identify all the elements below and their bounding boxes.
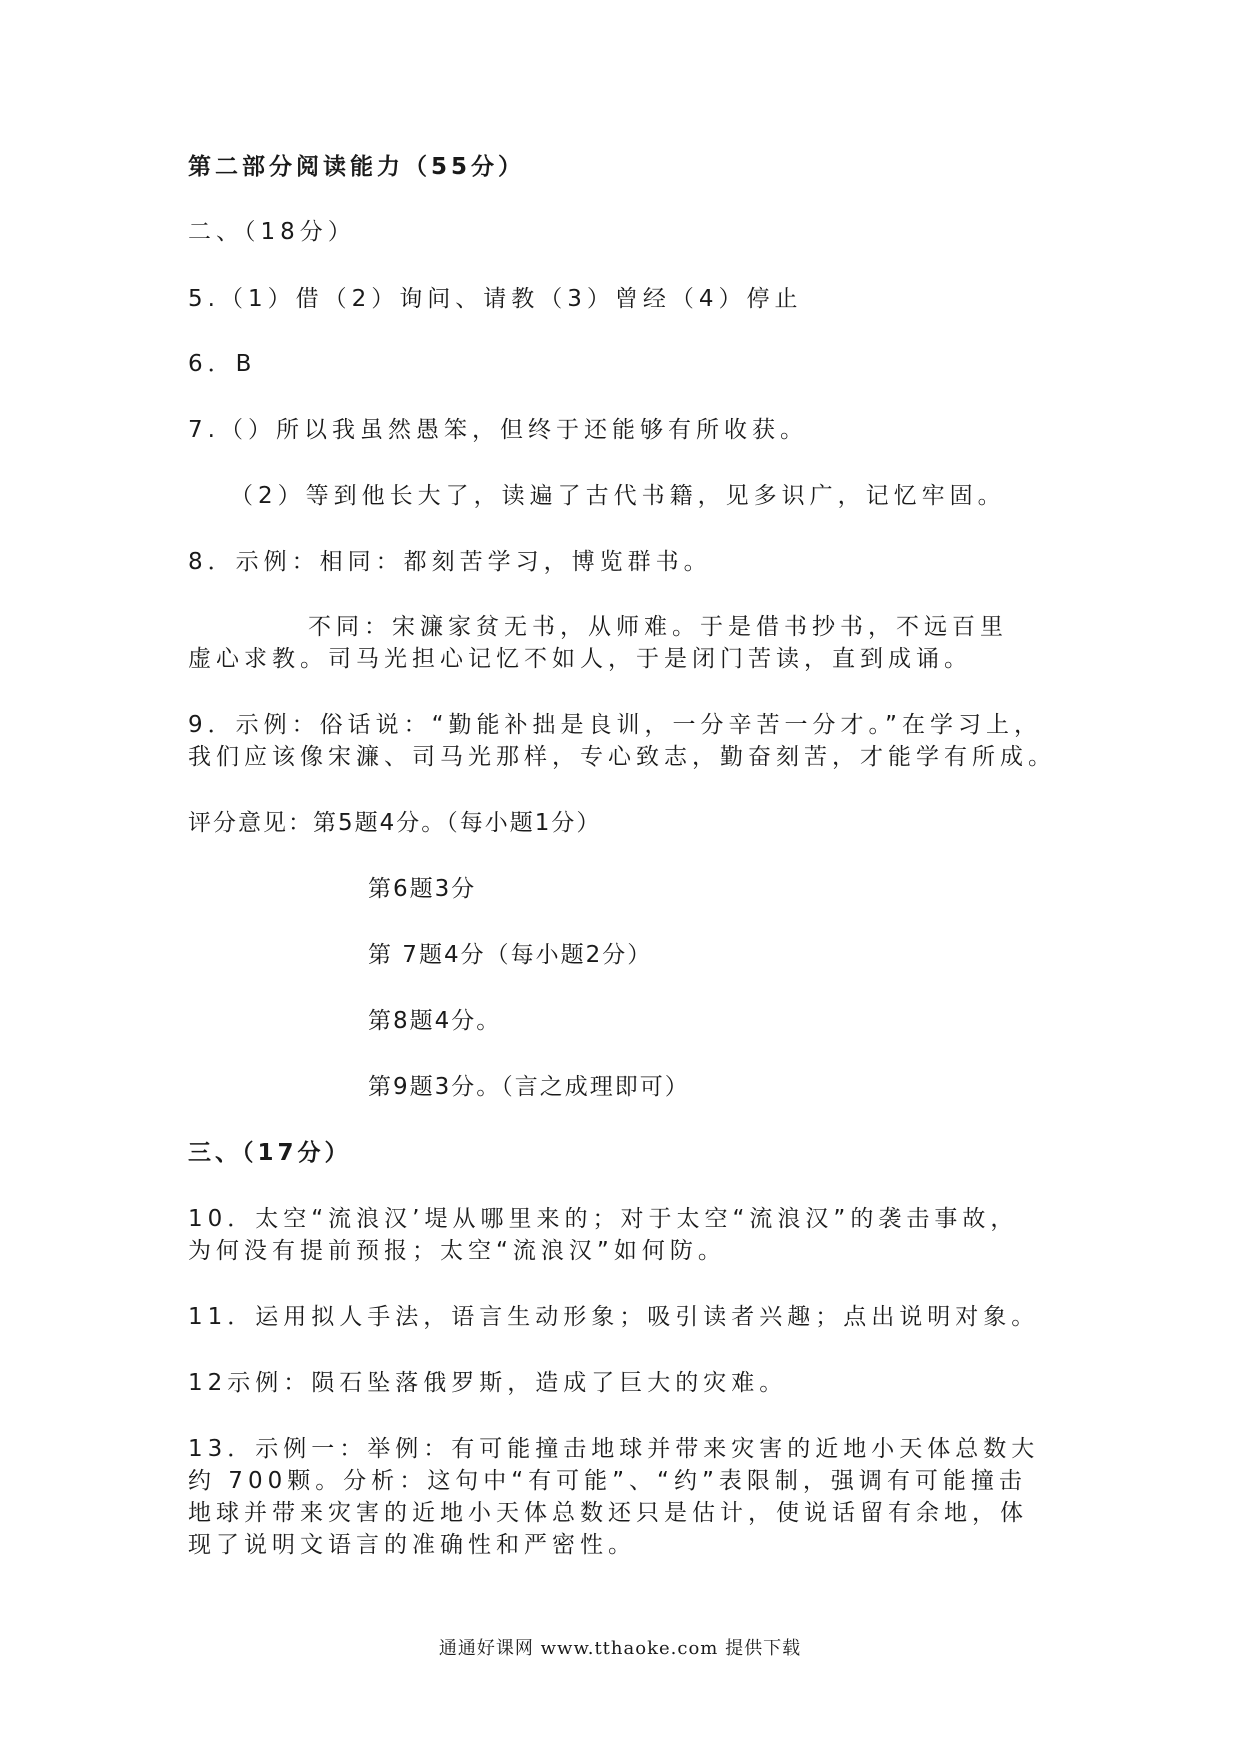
section-title: 第二部分阅读能力（55分） [188,154,526,180]
answer-q7-1: 7.（）所以我虽然愚笨，但终于还能够有所收获。 [188,417,808,443]
answer-q13-line3: 地球并带来灾害的近地小天体总数还只是估计，使说话留有余地，体 [188,1500,1028,1526]
part3-header: 三、（17分） [188,1140,352,1166]
answer-q8-line2: 不同：宋濂家贫无书，从师难。于是借书抄书，不远百里 [308,614,1008,640]
answer-q12: 12示例：陨石坠落俄罗斯，造成了巨大的灾难。 [188,1370,788,1396]
answer-q9-line2: 我们应该像宋濂、司马光那样，专心致志，勤奋刻苦，才能学有所成。 [188,744,1056,770]
scoring-line: 第9题3分。（言之成理即可） [368,1074,690,1100]
part2-header: 二、（18分） [188,219,356,245]
answer-q9-line1: 9．示例：俗话说：“勤能补拙是良训，一分辛苦一分才。”在学习上， [188,712,1042,738]
answer-q10-line2: 为何没有提前预报；太空“流浪汉”如何防。 [188,1238,726,1264]
answer-q13-line4: 现了说明文语言的准确性和严密性。 [188,1532,636,1558]
answer-q8-line3: 虚心求教。司马光担心记忆不如人，于是闭门苦读，直到成诵。 [188,646,972,672]
answer-q5: 5.（1）借（2）询问、请教（3）曾经（4）停止 [188,286,803,312]
scoring-line: 评分意见：第5题4分。（每小题1分） [188,810,602,836]
answer-q11: 11．运用拟人手法，语言生动形象；吸引读者兴趣；点出说明对象。 [188,1304,1040,1330]
answer-q13-line2: 约 700颗。分析：这句中“有可能”、“约”表限制，强调有可能撞击 [188,1468,1027,1494]
scoring-line: 第8题4分。 [368,1008,502,1034]
answer-q6: 6．B [188,351,257,377]
answer-q13-line1: 13．示例一：举例：有可能撞击地球并带来灾害的近地小天体总数大 [188,1436,1040,1462]
answer-q10-line1: 10．太空“流浪汉’堤从哪里来的；对于太空“流浪汉”的袭击事故， [188,1206,1019,1232]
scoring-line: 第 7题4分（每小题2分） [368,942,653,968]
page-footer: 通通好课网 www.tthaoke.com 提供下载 [438,1638,802,1659]
answer-q7-2: （2）等到他长大了，读遍了古代书籍，见多识广，记忆牢固。 [230,483,1006,509]
answer-q8-line1: 8．示例：相同：都刻苦学习，博览群书。 [188,549,712,575]
scoring-line: 第6题3分 [368,876,477,902]
